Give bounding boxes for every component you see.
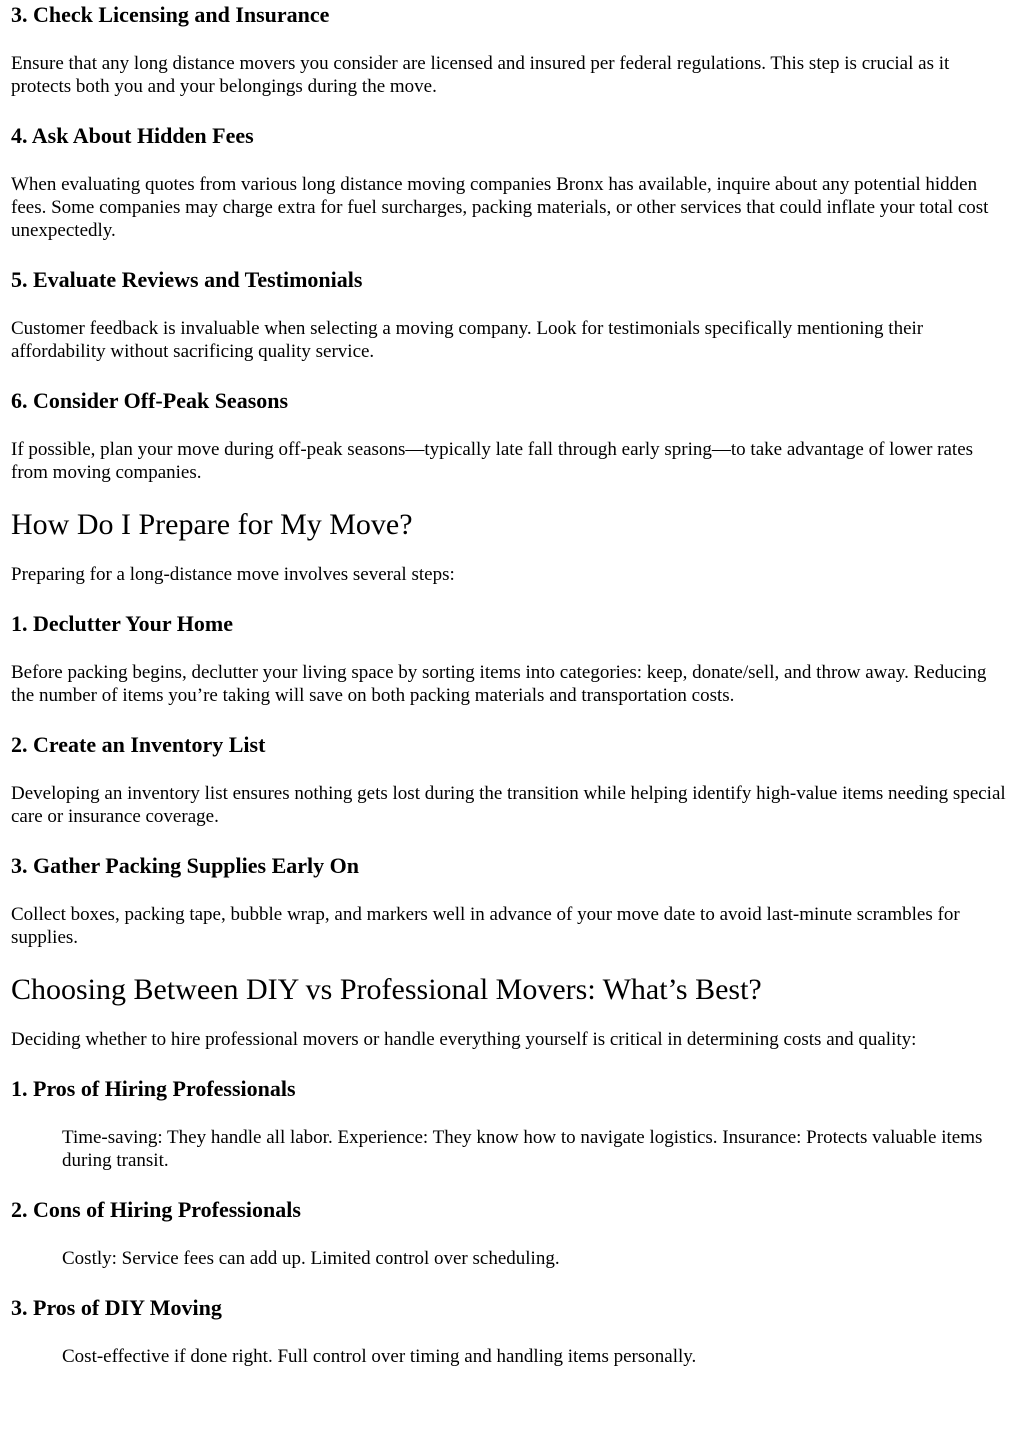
section-body-reviews: Customer feedback is invaluable when selecting a moving company. Look for testimonials specifically mentioning their affordability without sacrificing quality service.: [11, 318, 924, 362]
section-heading-reviews: 5. Evaluate Reviews and Testimonials: [11, 267, 363, 292]
prepare-step-body-declutter: Before packing begins, declutter your living space by sorting items into categories: keep, donate/sell, and throw away. Reducing the number of items you’re taking will save on both packing materials and transportation costs.: [11, 662, 987, 706]
section-heading-licensing: 3. Check Licensing and Insurance: [11, 2, 330, 27]
choosing-item-body-cons-pro: Costly: Service fees can add up. Limited control over scheduling.: [62, 1248, 560, 1269]
prepare-title: How Do I Prepare for My Move?: [11, 508, 413, 541]
section-body-licensing: Ensure that any long distance movers you consider are licensed and insured per federal regulations. This step is crucial as it protects both you and your belongings during the move.: [11, 53, 950, 97]
section-heading-hidden-fees: 4. Ask About Hidden Fees: [11, 123, 254, 148]
prepare-step-heading-inventory: 2. Create an Inventory List: [11, 732, 266, 757]
article: [0, 2, 1024, 1368]
choosing-intro: Deciding whether to hire professional movers or handle everything yourself is critical in determining costs and quality:: [11, 1029, 917, 1050]
prepare-intro: Preparing for a long-distance move involves several steps:: [11, 564, 455, 585]
choosing-item-heading-pros-diy: 3. Pros of DIY Moving: [11, 1295, 222, 1320]
prepare-step-body-supplies: Collect boxes, packing tape, bubble wrap, and markers well in advance of your move date to avoid last-minute scrambles for supplies.: [11, 904, 960, 948]
prepare-step-body-inventory: Developing an inventory list ensures nothing gets lost during the transition while helping identify high-value items needing special care or insurance coverage.: [11, 783, 1006, 827]
choosing-item-body-pros-pro: Time-saving: They handle all labor. Experience: They know how to navigate logistics. Insurance: Protects valuable items during transit.: [62, 1127, 983, 1171]
choosing-item-heading-pros-pro: 1. Pros of Hiring Professionals: [11, 1076, 296, 1101]
section-body-hidden-fees: When evaluating quotes from various long distance moving companies Bronx has available, inquire about any potential hidden fees. Some companies may charge extra for fuel surcharges, packing materials, or other services that could inflate your total cost unexpectedly.: [11, 174, 989, 241]
section-body-off-peak: If possible, plan your move during off-peak seasons—typically late fall through early spring—to take advantage of lower rates from moving companies.: [11, 439, 974, 483]
choosing-item-body-pros-diy: Cost-effective if done right. Full control over timing and handling items personally.: [62, 1346, 697, 1367]
prepare-step-heading-supplies: 3. Gather Packing Supplies Early On: [11, 853, 359, 878]
choosing-item-heading-cons-pro: 2. Cons of Hiring Professionals: [11, 1197, 301, 1222]
prepare-step-heading-declutter: 1. Declutter Your Home: [11, 611, 233, 636]
section-heading-off-peak: 6. Consider Off-Peak Seasons: [11, 388, 289, 413]
choosing-title: Choosing Between DIY vs Professional Movers: What’s Best?: [11, 973, 762, 1006]
